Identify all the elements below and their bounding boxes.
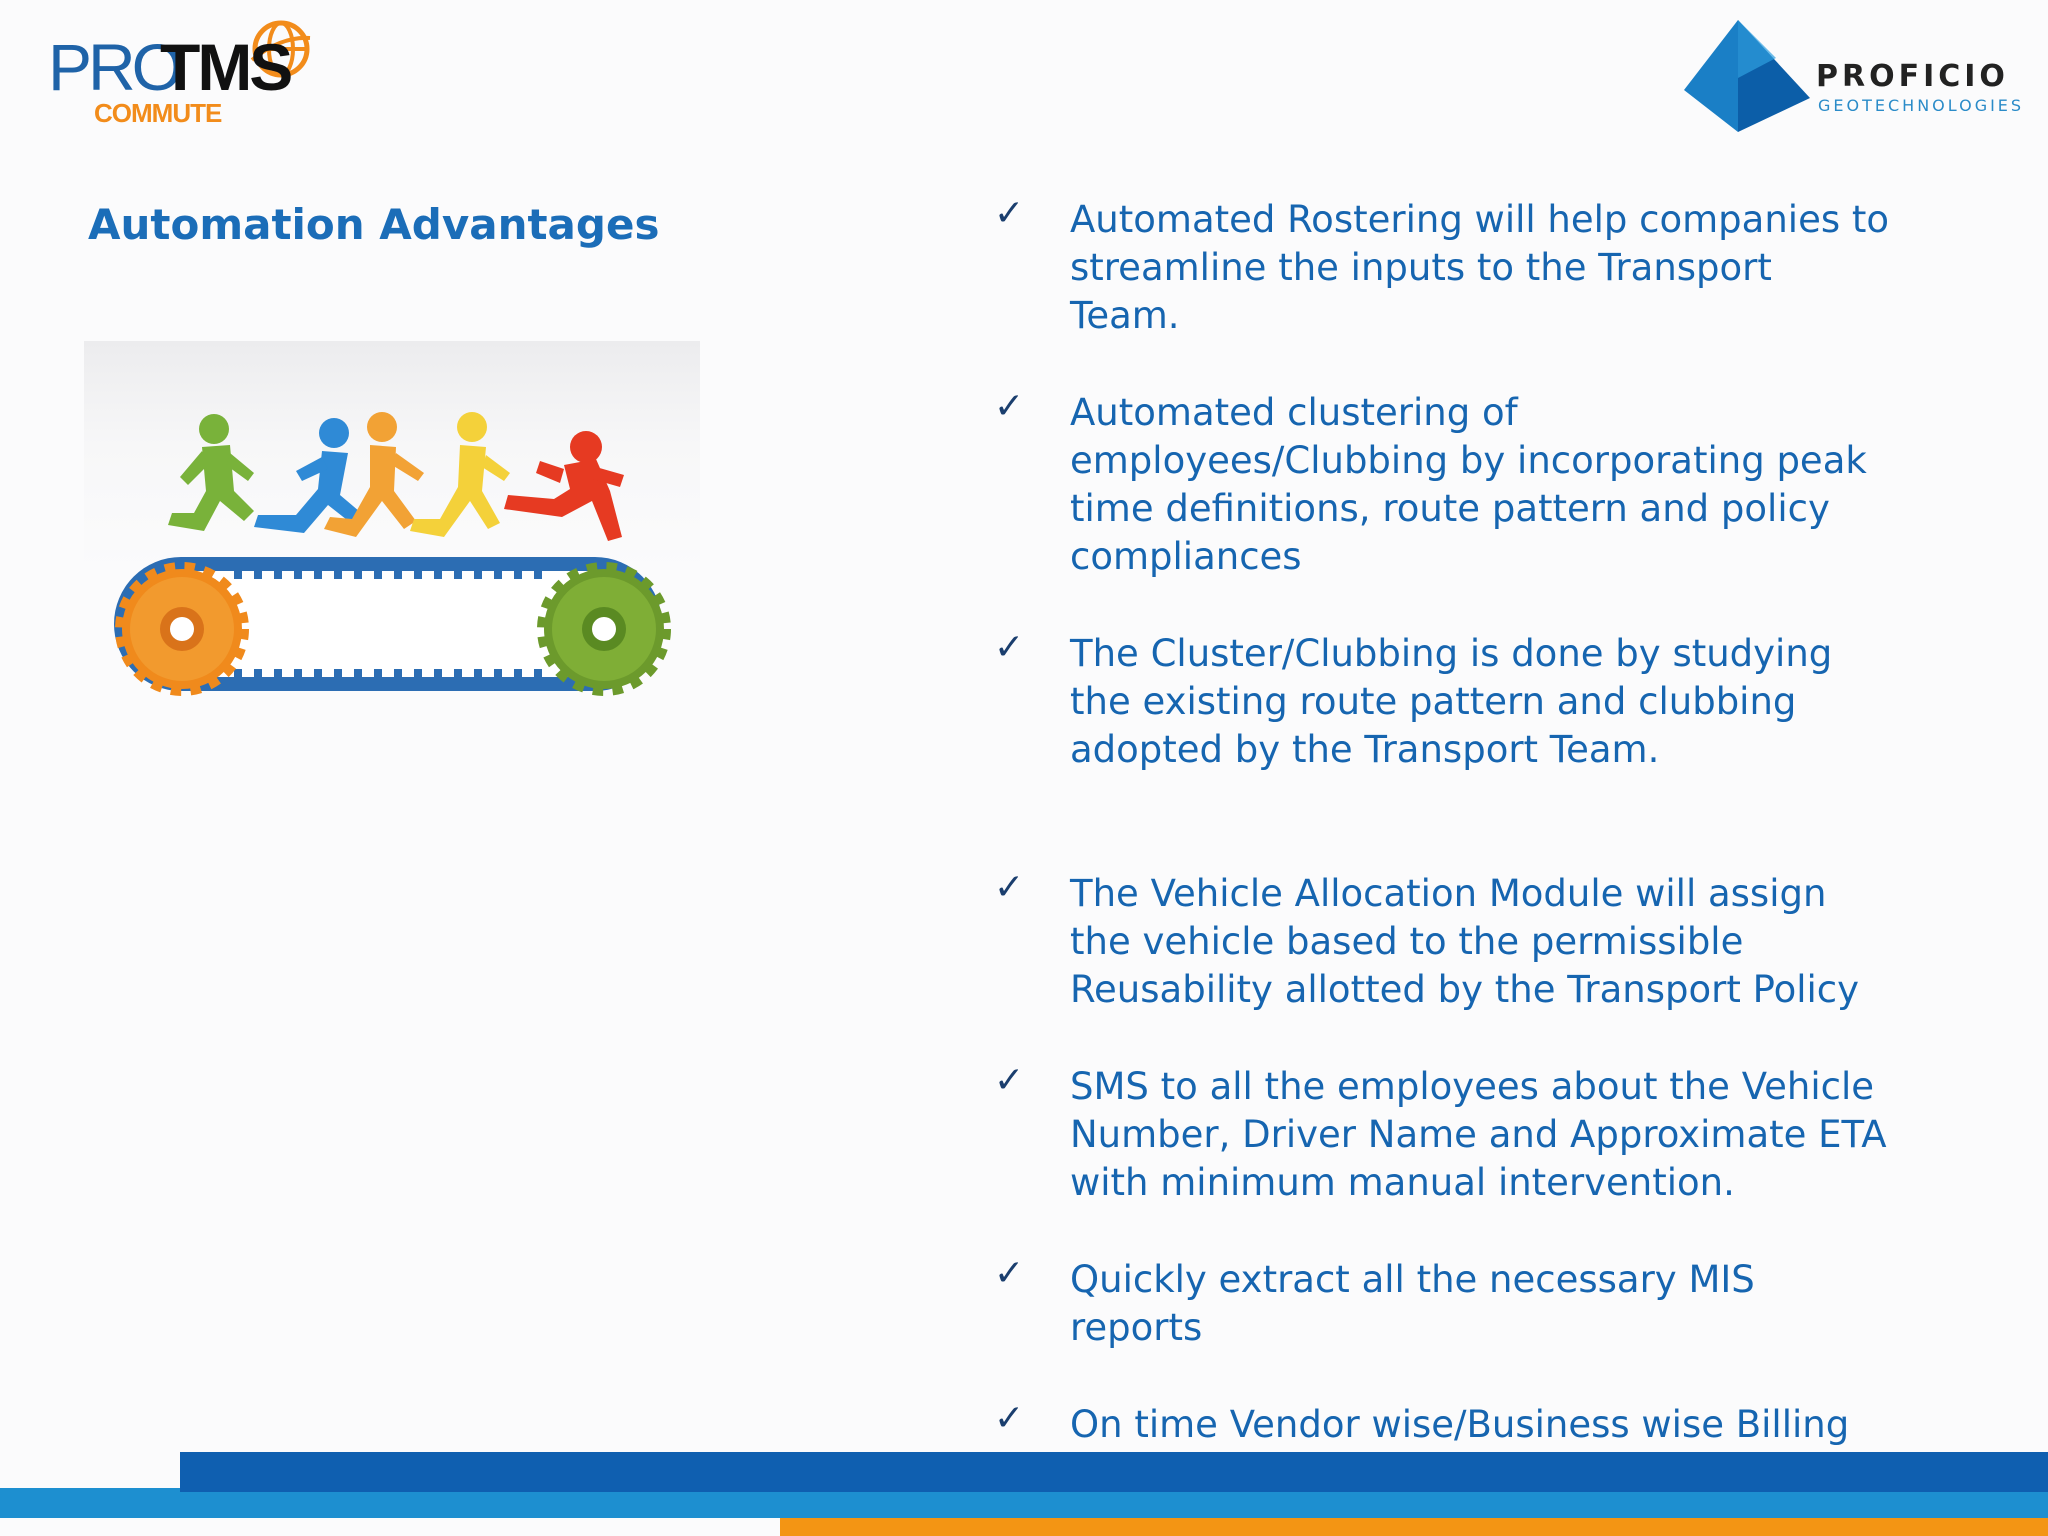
list-item-text: The Cluster/Clubbing is done by studying the existing route pattern and clubbing adopted by the Transport Team. (1070, 632, 1833, 771)
conveyor-runners-illustration (84, 341, 700, 711)
checkmark-icon: ✓ (994, 1060, 1025, 1101)
checkmark-icon: ✓ (994, 627, 1025, 668)
checkmark-icon: ✓ (994, 193, 1025, 234)
logo-pro-text: PRO (48, 30, 180, 104)
pyramid-icon (1676, 18, 1826, 136)
list-item (990, 1060, 1990, 1207)
list-item (990, 867, 1990, 1014)
list-item-text: Automated clustering of employees/Clubbing by incorporating peak time definitions, route pattern and policy compliances (1070, 391, 1867, 578)
checkmark-icon: ✓ (994, 1253, 1025, 1294)
checkmark-icon: ✓ (994, 1398, 1025, 1439)
list-item (990, 1398, 1990, 1449)
checkmark-icon: ✓ (994, 867, 1025, 908)
checkmark-icon: ✓ (994, 386, 1025, 427)
advantages-list (990, 193, 1990, 1449)
list-item-text: Automated Rostering will help companies to streamline the inputs to the Transport Team. (1070, 198, 1890, 337)
list-item-text: On time Vendor wise/Business wise Billing (1070, 1403, 1850, 1446)
logo-tms-text: TMS (160, 30, 291, 104)
page-title: Automation Advantages (88, 200, 660, 249)
footer-bar-orange (780, 1518, 2048, 1536)
list-item (990, 193, 1990, 340)
proficio-subtitle: GEOTECHNOLOGIES (1818, 96, 2025, 115)
footer-notch (0, 1460, 178, 1488)
footer-bar-light (0, 1488, 2048, 1518)
list-item-text: SMS to all the employees about the Vehicle Number, Driver Name and Approximate ETA with minimum manual intervention. (1070, 1065, 1887, 1204)
list-item-text: Quickly extract all the necessary MIS reports (1070, 1258, 1755, 1349)
list-item-text: The Vehicle Allocation Module will assign the vehicle based to the permissible Reusability allotted by the Transport Policy (1070, 872, 1860, 1011)
protms-commute-logo (48, 16, 318, 126)
list-item (990, 627, 1990, 774)
footer-bar-dark (180, 1452, 2048, 1492)
list-item (990, 1253, 1990, 1352)
logo-commute-text: COMMUTE (94, 98, 222, 128)
proficio-name: PROFICIO (1816, 59, 2009, 94)
proficio-logo (1676, 18, 2036, 138)
list-item (990, 386, 1990, 581)
